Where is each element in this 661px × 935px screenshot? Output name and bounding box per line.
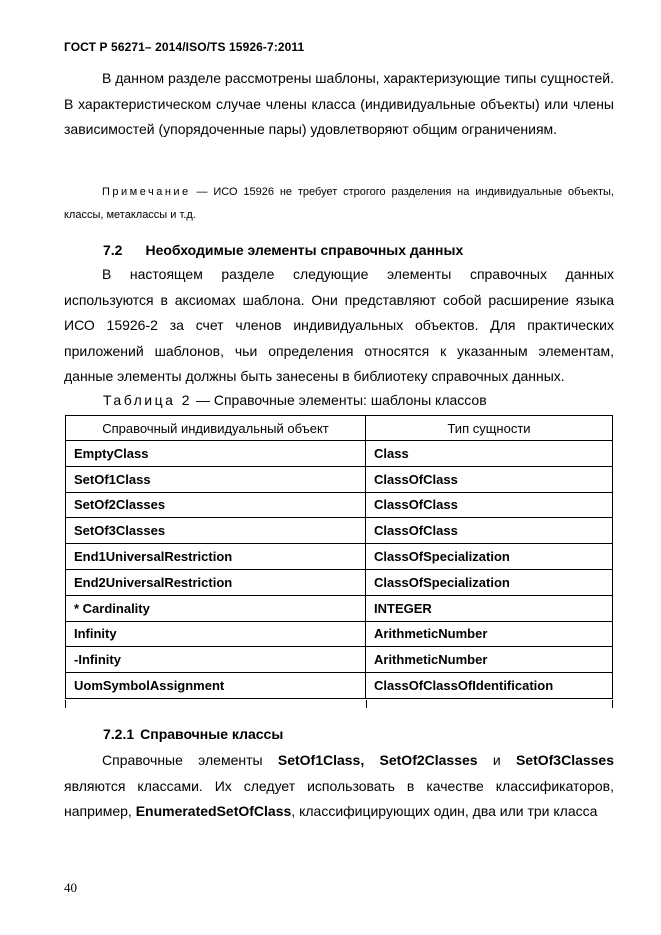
table-continuation-line-right: [612, 700, 613, 708]
subsection-number: 7.2.1: [103, 726, 135, 742]
table-cell: SetOf3Classes: [66, 518, 366, 544]
section-title: Необходимые элементы справочных данных: [145, 242, 464, 258]
table-cell: ClassOfSpecialization: [366, 544, 613, 570]
section-number: 7.2: [103, 242, 123, 258]
intro-text: В данном разделе рассмотрены шаблоны, характеризующие типы сущностей. В характеристическом случае члены класса (индивидуальные объекты) или члены зависимостей (упорядоченные пары) удовлетворяют общим ограничениям.: [64, 70, 614, 138]
table-cell: SetOf1Class: [66, 466, 366, 492]
table-cell: ArithmeticNumber: [366, 647, 613, 673]
intro-paragraph: [64, 66, 614, 143]
table-cell: ClassOfClassOfIdentification: [366, 673, 613, 699]
section-7-2-paragraph: [64, 262, 614, 390]
table-cell: UomSymbolAssignment: [66, 673, 366, 699]
paragraph-text: [364, 752, 379, 768]
table-caption-dash: —: [192, 392, 214, 408]
term-setof3classes: SetOf3Classes: [515, 752, 615, 768]
table-continuation-line-left: [65, 700, 66, 708]
table-cell: INTEGER: [366, 595, 613, 621]
table-cell: ArithmeticNumber: [366, 621, 613, 647]
paragraph-text: являются классами. Их следует использовать в качестве классификаторов, например,: [64, 777, 614, 820]
table-row: [66, 595, 613, 621]
note-text: ИСО 15926 не требует строгого разделения на индивидуальные объекты, классы, метаклассы и т.д.: [64, 186, 614, 221]
table-row: [66, 492, 613, 518]
table-cell: EmptyClass: [66, 441, 366, 467]
section-7-2-1-heading: [103, 726, 283, 742]
table-cell: End2UniversalRestriction: [66, 569, 366, 595]
note: [64, 181, 614, 227]
table-row: [66, 621, 613, 647]
reference-elements-table: [65, 415, 613, 699]
table-row: [66, 544, 613, 570]
table-row: [66, 518, 613, 544]
table-caption-label: Таблица 2: [103, 392, 193, 408]
table-cell: ClassOfClass: [366, 466, 613, 492]
table-cell: -Infinity: [66, 647, 366, 673]
table-cell: ClassOfSpecialization: [366, 569, 613, 595]
paragraph-text: , классифицирующих один, два или три класса: [291, 803, 598, 820]
note-dash: —: [190, 186, 214, 198]
table-row: [66, 466, 613, 492]
table-cell: SetOf2Classes: [66, 492, 366, 518]
table-header-row: [66, 416, 613, 441]
term-enumeratedsetofclass: EnumeratedSetOfClass: [135, 803, 292, 820]
table-caption: [103, 392, 487, 408]
table-cell: Infinity: [66, 621, 366, 647]
section-7-2-heading: [103, 242, 463, 258]
document-header: ГОСТ Р 56271– 2014/ISO/TS 15926-7:2011: [64, 40, 305, 54]
table-row: [66, 441, 613, 467]
column-header: Справочный индивидуальный объект: [66, 416, 366, 441]
section-7-2-1-paragraph: [64, 748, 614, 825]
paragraph-text: Справочные элементы: [102, 752, 278, 768]
note-label: Примечание: [102, 186, 191, 198]
table-cell: Class: [366, 441, 613, 467]
paragraph-text: и: [477, 752, 516, 768]
subsection-title: Справочные классы: [140, 726, 284, 742]
table-cell: ClassOfClass: [366, 492, 613, 518]
table-cell: ClassOfClass: [366, 518, 613, 544]
table-row: [66, 569, 613, 595]
term-setof1class: SetOf1Class,: [277, 752, 365, 768]
column-header: Тип сущности: [366, 416, 613, 441]
table-caption-text: Справочные элементы: шаблоны классов: [213, 392, 487, 408]
table-row: [66, 647, 613, 673]
table-continuation-line-middle: [366, 700, 367, 708]
page-number: 40: [64, 880, 77, 895]
table-cell: End1UniversalRestriction: [66, 544, 366, 570]
table-cell: * Cardinality: [66, 595, 366, 621]
section-7-2-text: В настоящем разделе следующие элементы справочных данных используются в аксиомах шаблона. Они представляют собой расширение языка ИСО 15926-2 за счет членов индивидуальных объектов. Для практических приложений шаблонов, чьи определения относятся к указанным элементам, данные элементы должны быть занесены в библиотеку справочных данных.: [64, 266, 614, 385]
table-row: [66, 673, 613, 699]
term-setof2classes: SetOf2Classes: [379, 752, 478, 768]
